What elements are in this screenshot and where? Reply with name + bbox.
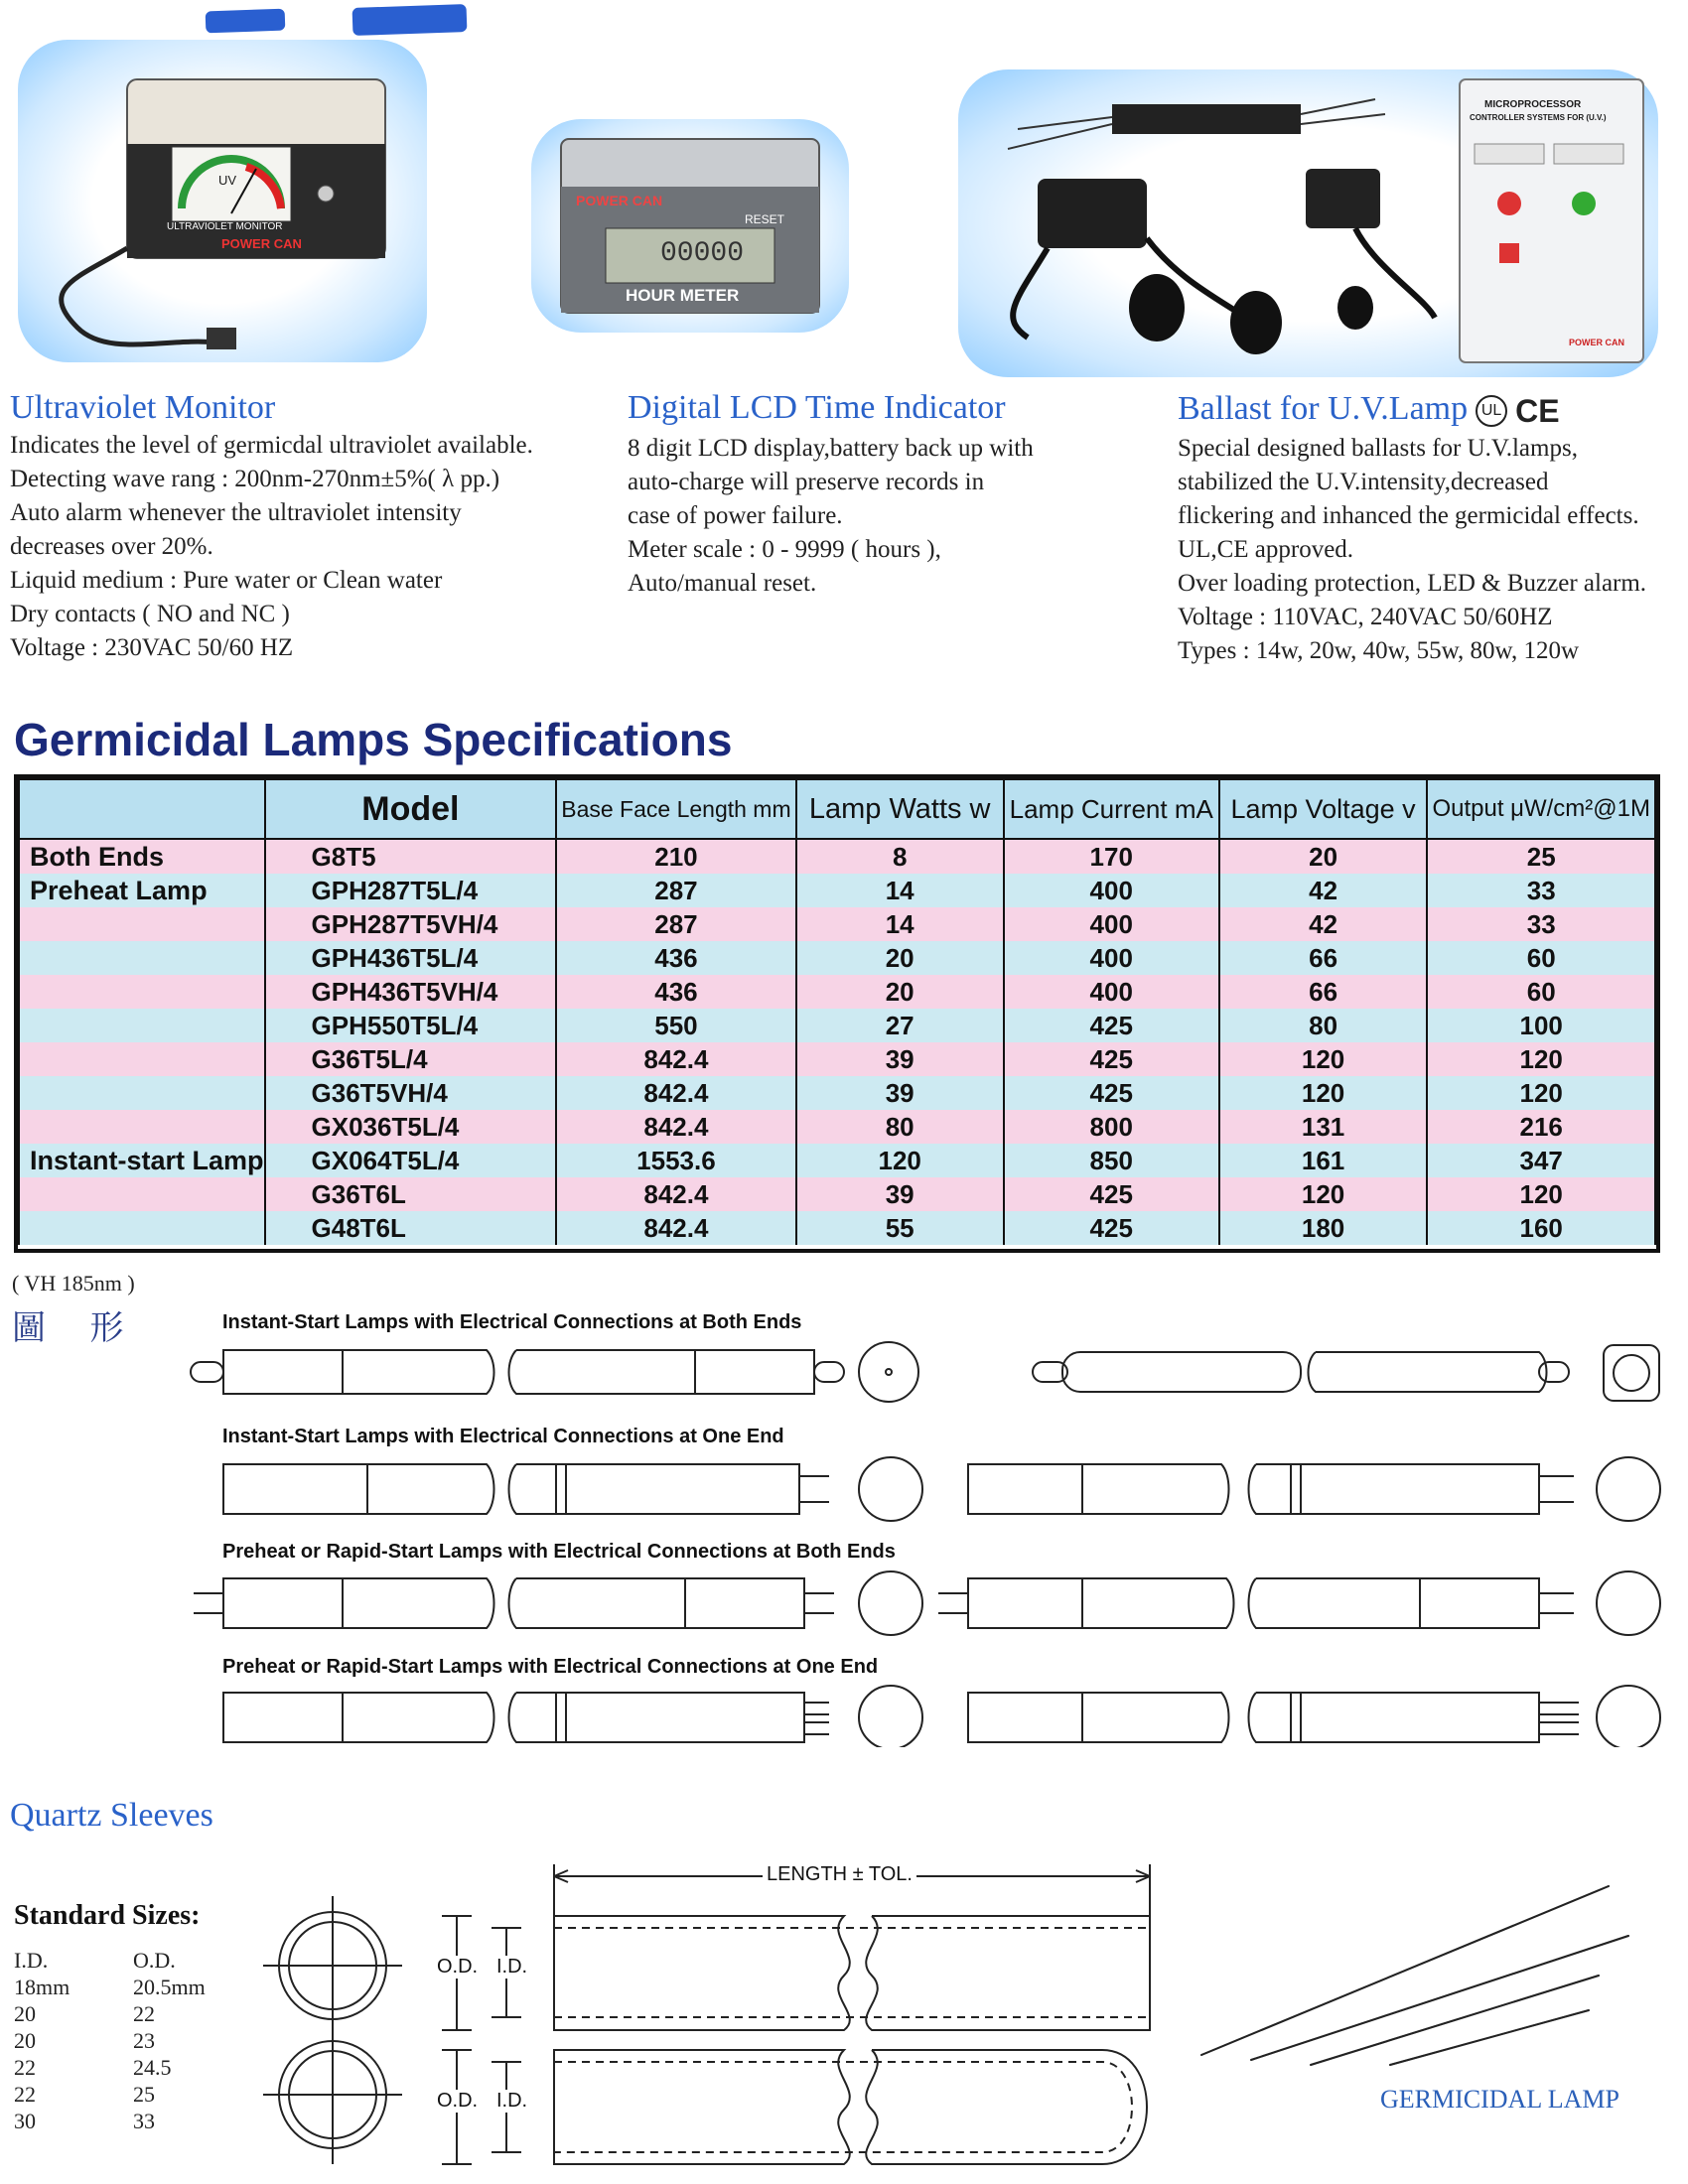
size-row bbox=[14, 2028, 252, 2055]
spec-line: Liquid medium : Pure water or Clean water bbox=[10, 567, 443, 594]
size-id: 30 bbox=[14, 2109, 36, 2133]
watts-cell: 8 bbox=[796, 839, 1004, 874]
voltage-cell: 131 bbox=[1219, 1110, 1428, 1144]
od-column-header: O.D. bbox=[133, 1948, 176, 1973]
watts-cell: 55 bbox=[796, 1211, 1004, 1245]
length-cell: 550 bbox=[556, 1009, 795, 1042]
output-cell: 33 bbox=[1427, 907, 1655, 941]
column-header-model: Model bbox=[265, 779, 557, 839]
output-cell: 60 bbox=[1427, 941, 1655, 975]
lamp-group-cell bbox=[19, 1042, 265, 1076]
length-tolerance-label: LENGTH ± TOL. bbox=[763, 1863, 916, 1886]
lamp-group-cell: Both Ends bbox=[19, 839, 265, 874]
voltage-cell: 120 bbox=[1219, 1076, 1428, 1110]
model-cell: GPH287T5VH/4 bbox=[265, 907, 557, 941]
voltage-cell: 20 bbox=[1219, 839, 1428, 874]
od-label-upper: O.D. bbox=[437, 1956, 479, 1978]
output-cell: 60 bbox=[1427, 975, 1655, 1009]
voltage-cell: 161 bbox=[1219, 1144, 1428, 1177]
lcd-indicator-description bbox=[628, 432, 1034, 601]
uv-monitor-photo bbox=[18, 40, 427, 362]
spec-line: decreases over 20%. bbox=[10, 533, 213, 560]
output-cell: 120 bbox=[1427, 1076, 1655, 1110]
standard-sizes-list bbox=[14, 1948, 252, 2135]
diagram-heading: 圖 形 bbox=[12, 1310, 142, 1347]
length-cell: 287 bbox=[556, 874, 795, 907]
spec-line: stabilized the U.V.intensity,decreased bbox=[1178, 469, 1549, 495]
output-cell: 120 bbox=[1427, 1042, 1655, 1076]
column-header-voltage: Lamp Voltage v bbox=[1219, 779, 1428, 839]
current-cell: 400 bbox=[1004, 874, 1219, 907]
length-cell: 436 bbox=[556, 975, 795, 1009]
ballast-photo bbox=[958, 69, 1658, 377]
watts-cell: 27 bbox=[796, 1009, 1004, 1042]
diagram-caption-3: Preheat or Rapid-Start Lamps with Electrical Connections at Both Ends bbox=[222, 1541, 896, 1563]
lamp-group-cell bbox=[19, 1076, 265, 1110]
size-od: 24.5 bbox=[133, 2055, 172, 2080]
length-cell: 842.4 bbox=[556, 1110, 795, 1144]
preheat-both-ends-drawing bbox=[194, 1571, 1660, 1635]
uv-brand-label: POWER CAN bbox=[221, 236, 302, 251]
lamp-group-cell bbox=[19, 1110, 265, 1144]
model-cell: GX036T5L/4 bbox=[265, 1110, 557, 1144]
current-cell: 400 bbox=[1004, 941, 1219, 975]
current-cell: 170 bbox=[1004, 839, 1219, 874]
lamp-group-cell bbox=[19, 1177, 265, 1211]
current-cell: 425 bbox=[1004, 1211, 1219, 1245]
lamp-group-cell bbox=[19, 1211, 265, 1245]
output-cell: 33 bbox=[1427, 874, 1655, 907]
model-cell: GPH550T5L/4 bbox=[265, 1009, 557, 1042]
current-cell: 425 bbox=[1004, 1177, 1219, 1211]
spec-line: case of power failure. bbox=[628, 502, 843, 529]
size-row bbox=[14, 2109, 252, 2135]
size-od: 22 bbox=[133, 2001, 155, 2026]
voltage-cell: 80 bbox=[1219, 1009, 1428, 1042]
spec-line: Voltage : 230VAC 50/60 HZ bbox=[10, 634, 294, 661]
length-cell: 842.4 bbox=[556, 1211, 795, 1245]
ballast-title: Ballast for U.V.Lamp bbox=[1178, 390, 1469, 427]
output-cell: 216 bbox=[1427, 1110, 1655, 1144]
instant-start-one-end-drawing bbox=[223, 1457, 1660, 1521]
table-row bbox=[19, 975, 1655, 1009]
current-cell: 850 bbox=[1004, 1144, 1219, 1177]
model-cell: G36T5VH/4 bbox=[265, 1076, 557, 1110]
spec-line: Voltage : 110VAC, 240VAC 50/60HZ bbox=[1178, 604, 1553, 630]
spec-line: Indicates the level of germicdal ultraviolet available. bbox=[10, 432, 533, 459]
spec-table bbox=[14, 774, 1660, 1253]
spec-line: Over loading protection, LED & Buzzer alarm. bbox=[1178, 570, 1647, 597]
voltage-cell: 66 bbox=[1219, 941, 1428, 975]
table-row bbox=[19, 941, 1655, 975]
current-cell: 400 bbox=[1004, 975, 1219, 1009]
size-id: 22 bbox=[14, 2055, 36, 2080]
column-header-output: Output μW/cm²@1M bbox=[1427, 779, 1655, 839]
lamp-group-cell bbox=[19, 975, 265, 1009]
instant-start-both-ends-drawing bbox=[191, 1342, 1659, 1402]
spec-line: Auto alarm whenever the ultraviolet intensity bbox=[10, 499, 462, 526]
size-row bbox=[14, 2082, 252, 2109]
lamp-group-cell: Preheat Lamp bbox=[19, 874, 265, 907]
watts-cell: 14 bbox=[796, 874, 1004, 907]
controller-sub-label: CONTROLLER SYSTEMS FOR (U.V.) bbox=[1470, 113, 1607, 122]
length-cell: 436 bbox=[556, 941, 795, 975]
table-row bbox=[19, 1177, 1655, 1211]
spec-table-title: Germicidal Lamps Specifications bbox=[14, 714, 733, 765]
ballast-title-row bbox=[1178, 390, 1560, 430]
size-row bbox=[14, 1975, 252, 2001]
table-row bbox=[19, 874, 1655, 907]
column-header-current: Lamp Current mA bbox=[1004, 779, 1219, 839]
length-cell: 842.4 bbox=[556, 1177, 795, 1211]
size-id: 22 bbox=[14, 2082, 36, 2107]
watts-cell: 14 bbox=[796, 907, 1004, 941]
lcd-indicator-title: Digital LCD Time Indicator bbox=[628, 389, 1006, 426]
spec-line: 8 digit LCD display,battery back up with bbox=[628, 435, 1034, 462]
current-cell: 425 bbox=[1004, 1009, 1219, 1042]
ce-cert-icon: CE bbox=[1515, 392, 1560, 429]
lamp-group-cell bbox=[19, 1009, 265, 1042]
column-header-watts: Lamp Watts w bbox=[796, 779, 1004, 839]
voltage-cell: 42 bbox=[1219, 874, 1428, 907]
current-cell: 400 bbox=[1004, 907, 1219, 941]
table-row bbox=[19, 839, 1655, 874]
watts-cell: 120 bbox=[796, 1144, 1004, 1177]
spec-line: Dry contacts ( NO and NC ) bbox=[10, 601, 290, 627]
diagram-caption-2: Instant-Start Lamps with Electrical Connections at One End bbox=[222, 1426, 784, 1447]
lamp-group-cell bbox=[19, 941, 265, 975]
watts-cell: 80 bbox=[796, 1110, 1004, 1144]
sizes-header bbox=[14, 1948, 252, 1975]
spec-table-body bbox=[19, 839, 1655, 1245]
model-cell: G8T5 bbox=[265, 839, 557, 874]
model-cell: GPH436T5VH/4 bbox=[265, 975, 557, 1009]
column-header-length: Base Face Length mm bbox=[556, 779, 795, 839]
spec-table-grid bbox=[18, 778, 1656, 1245]
lcd-indicator-photo bbox=[531, 119, 849, 333]
table-row bbox=[19, 1076, 1655, 1110]
size-id: 20 bbox=[14, 2001, 36, 2026]
id-label-upper: I.D. bbox=[496, 1956, 528, 1978]
spec-line: Auto/manual reset. bbox=[628, 570, 817, 597]
uv-monitor-title: Ultraviolet Monitor bbox=[10, 389, 276, 426]
hour-meter-label: HOUR METER bbox=[626, 286, 740, 305]
table-row bbox=[19, 1144, 1655, 1177]
size-od: 20.5mm bbox=[133, 1975, 206, 1999]
ul-cert-icon: UL bbox=[1476, 395, 1507, 427]
model-cell: GX064T5L/4 bbox=[265, 1144, 557, 1177]
lamp-group-cell: Instant-start Lamp bbox=[19, 1144, 265, 1177]
table-row bbox=[19, 907, 1655, 941]
quartz-sleeves-title: Quartz Sleeves bbox=[10, 1797, 213, 1834]
size-row bbox=[14, 2055, 252, 2082]
preheat-one-end-drawing bbox=[223, 1686, 1660, 1747]
table-row bbox=[19, 1009, 1655, 1042]
uv-monitor-label: ULTRAVIOLET MONITOR bbox=[167, 221, 283, 232]
output-cell: 120 bbox=[1427, 1177, 1655, 1211]
current-cell: 425 bbox=[1004, 1076, 1219, 1110]
decorative-mark bbox=[352, 4, 468, 36]
vh-note: ( VH 185nm ) bbox=[12, 1271, 135, 1296]
watts-cell: 39 bbox=[796, 1042, 1004, 1076]
voltage-cell: 120 bbox=[1219, 1042, 1428, 1076]
size-id: 20 bbox=[14, 2028, 36, 2053]
table-row bbox=[19, 1042, 1655, 1076]
output-cell: 25 bbox=[1427, 839, 1655, 874]
spec-line: Types : 14w, 20w, 40w, 55w, 80w, 120w bbox=[1178, 637, 1580, 664]
spec-line: Special designed ballasts for U.V.lamps, bbox=[1178, 435, 1578, 462]
table-row bbox=[19, 1211, 1655, 1245]
controller-brand-label: POWER CAN bbox=[1569, 338, 1624, 347]
lcd-digits: 00000 bbox=[660, 238, 745, 269]
lamp-group-cell bbox=[19, 907, 265, 941]
spec-line: Detecting wave rang : 200nm-270nm±5%( λ pp.) bbox=[10, 466, 500, 492]
id-label-lower: I.D. bbox=[496, 2090, 528, 2112]
output-cell: 347 bbox=[1427, 1144, 1655, 1177]
ballast-description bbox=[1178, 432, 1646, 668]
model-cell: G36T6L bbox=[265, 1177, 557, 1211]
uv-gauge-label: UV bbox=[218, 173, 237, 188]
od-label-lower: O.D. bbox=[437, 2090, 479, 2112]
uv-monitor-description bbox=[10, 429, 533, 665]
watts-cell: 39 bbox=[796, 1177, 1004, 1211]
table-header-row bbox=[19, 779, 1655, 839]
current-cell: 425 bbox=[1004, 1042, 1219, 1076]
watts-cell: 20 bbox=[796, 975, 1004, 1009]
decorative-mark bbox=[206, 9, 286, 34]
length-cell: 210 bbox=[556, 839, 795, 874]
standard-sizes-label: Standard Sizes: bbox=[14, 1900, 201, 1931]
model-cell: GPH436T5L/4 bbox=[265, 941, 557, 975]
watts-cell: 39 bbox=[796, 1076, 1004, 1110]
lcd-reset-label: RESET bbox=[745, 212, 785, 226]
current-cell: 800 bbox=[1004, 1110, 1219, 1144]
column-header bbox=[19, 779, 265, 839]
model-cell: G36T5L/4 bbox=[265, 1042, 557, 1076]
length-cell: 842.4 bbox=[556, 1042, 795, 1076]
id-column-header: I.D. bbox=[14, 1948, 49, 1973]
lamp-diagrams bbox=[0, 1330, 1688, 1747]
voltage-cell: 180 bbox=[1219, 1211, 1428, 1245]
voltage-cell: 66 bbox=[1219, 975, 1428, 1009]
output-cell: 160 bbox=[1427, 1211, 1655, 1245]
spec-line: Meter scale : 0 - 9999 ( hours ), bbox=[628, 536, 941, 563]
watts-cell: 20 bbox=[796, 941, 1004, 975]
controller-label: MICROPROCESSOR bbox=[1484, 99, 1582, 110]
germicidal-lamp-illustration bbox=[1192, 1866, 1648, 2085]
diagram-caption-1: Instant-Start Lamps with Electrical Connections at Both Ends bbox=[222, 1311, 802, 1333]
model-cell: G48T6L bbox=[265, 1211, 557, 1245]
spec-line: UL,CE approved. bbox=[1178, 536, 1354, 563]
output-cell: 100 bbox=[1427, 1009, 1655, 1042]
length-cell: 1553.6 bbox=[556, 1144, 795, 1177]
spec-line: flickering and inhanced the germicidal effects. bbox=[1178, 502, 1639, 529]
model-cell: GPH287T5L/4 bbox=[265, 874, 557, 907]
table-row bbox=[19, 1110, 1655, 1144]
spec-line: auto-charge will preserve records in bbox=[628, 469, 985, 495]
size-row bbox=[14, 2001, 252, 2028]
size-od: 23 bbox=[133, 2028, 155, 2053]
length-cell: 287 bbox=[556, 907, 795, 941]
germicidal-lamp-caption: GERMICIDAL LAMP bbox=[1380, 2085, 1619, 2114]
lcd-brand-label: POWER CAN bbox=[576, 193, 663, 208]
size-id: 18mm bbox=[14, 1975, 70, 1999]
size-od: 25 bbox=[133, 2082, 155, 2107]
voltage-cell: 42 bbox=[1219, 907, 1428, 941]
diagram-caption-4: Preheat or Rapid-Start Lamps with Electrical Connections at One End bbox=[222, 1656, 879, 1678]
uv-monitor-illustration bbox=[18, 40, 427, 362]
size-od: 33 bbox=[133, 2109, 155, 2133]
voltage-cell: 120 bbox=[1219, 1177, 1428, 1211]
length-cell: 842.4 bbox=[556, 1076, 795, 1110]
